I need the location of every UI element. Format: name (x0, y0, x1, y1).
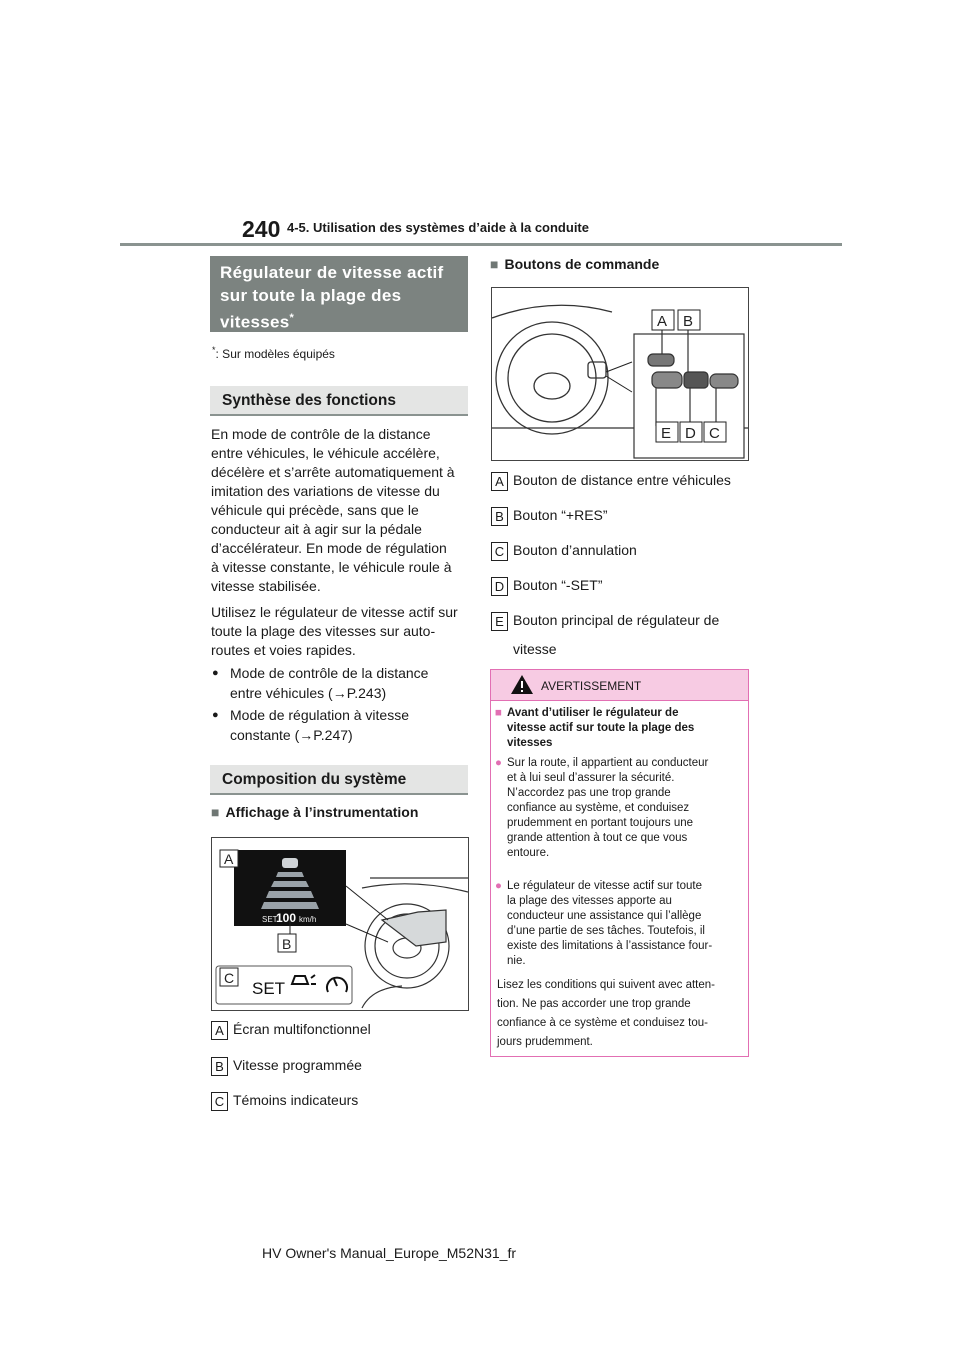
zoom-line-top (346, 886, 388, 920)
warning-header (491, 670, 748, 701)
legend-a: A Bouton de distance entre véhicules (491, 472, 731, 491)
speed-unit: km/h (299, 915, 317, 924)
instrument-figure (211, 837, 469, 1011)
callout-c-label: C (709, 425, 720, 442)
legend-a: A Écran multifonctionnel (211, 1021, 371, 1040)
affichage-subheading: ■ Affichage à l’instrumentation (211, 804, 418, 820)
legend-c: C Bouton d’annulation (491, 542, 637, 561)
warning-box (490, 669, 749, 1057)
warning-closing: Lisez les conditions qui suivent avec atten- tion. Ne pas accorder une trop grande confiance à ce système et conduisez tou- jours prudemment. (497, 979, 715, 1048)
legend-b: B Vitesse programmée (211, 1057, 362, 1076)
synthese-paragraph-2: Utilisez le régulateur de vitesse actif sur toute la plage des vitesses sur auto- routes et voies rapides. (211, 604, 458, 658)
legend-e-continued: vitesse (513, 641, 557, 657)
warning-triangle-icon (510, 674, 534, 695)
mode-distance-item: ● Mode de contrôle de la distance entre véhicules (→P.243) (212, 663, 462, 703)
steering-wheel-drawing (362, 878, 468, 1008)
legend-d: D Bouton “-SET” (491, 577, 602, 596)
synthese-heading: Synthèse des fonctions (210, 386, 468, 416)
composition-heading: Composition du système (210, 765, 468, 795)
title-line-2: sur toute la plage des (220, 286, 402, 305)
mode-vitesse-constante-item: ● Mode de régulation à vitesse constante (→P.247) (212, 705, 462, 745)
callout-e-label: E (661, 425, 672, 442)
document-footer: HV Owner's Manual_Europe_M52N31_fr (262, 1245, 517, 1261)
callout-d-label: D (685, 425, 696, 442)
legend-e: E Bouton principal de régulateur de (491, 612, 719, 631)
callout-b-label: B (683, 313, 694, 330)
warning-heading: ■ Avant d’utiliser le régulateur de vitesse actif sur toute la plage des vitesses (507, 706, 739, 751)
set-label: SET (262, 915, 278, 924)
footnote: *: Sur modèles équipés (212, 345, 335, 361)
set-speed: 100 (276, 911, 297, 925)
callout-a-label: A (657, 313, 668, 330)
section-title (210, 256, 468, 332)
chapter-title: 4-5. Utilisation des systèmes d’aide à la conduite (287, 220, 589, 235)
car-icon (282, 858, 298, 868)
callout-a-label: A (224, 851, 234, 867)
instrument-illustration (212, 838, 468, 1010)
warning-item-1: ● Sur la route, il appartient au conducteur et à lui seul d’assurer la sécurité. N’accordez pas une trop grande confiance au système, et conduisez prudemment en portant toujours une grande attention à tout ce que vous entoure. (507, 756, 739, 861)
boutons-subheading: ■ Boutons de commande (490, 256, 659, 272)
set-indicator: SET (252, 979, 286, 998)
synthese-paragraph-1: En mode de contrôle de la distance entre véhicules, le véhicule accélère, décélère et s’arrête automatiquement à imitation des variations de vitesse du véhicule qui précède, sans que le conducteur ait à agir sur la pédale d’accélérateur. En mode de régulation à vitesse constante, le véhicule roule à vitesse stabilisée. (211, 426, 455, 594)
title-line-1: Régulateur de vitesse actif (220, 263, 444, 282)
warning-title: AVERTISSEMENT (541, 679, 642, 693)
warning-item-2: ● Le régulateur de vitesse actif sur toute la plage des vitesses apporte au conducteur une assistance qui l’allège d’une partie de ses tâches. Toutefois, il existe des limitations à l’assistance four- nie. (507, 879, 739, 969)
page-number: 240 (242, 216, 281, 242)
title-line-3: vitesses* (220, 312, 295, 332)
title-asterisk: * (289, 312, 295, 324)
buttons-figure (491, 287, 749, 461)
legend-c: C Témoins indicateurs (211, 1092, 358, 1111)
zoom-line-2 (606, 376, 632, 392)
legend-b: B Bouton “+RES” (491, 507, 608, 526)
zoom-line-1 (606, 362, 632, 372)
callout-c-label: C (224, 970, 235, 986)
header-divider (120, 243, 842, 246)
buttons-illustration (492, 288, 748, 460)
callout-b-label: B (282, 936, 292, 952)
